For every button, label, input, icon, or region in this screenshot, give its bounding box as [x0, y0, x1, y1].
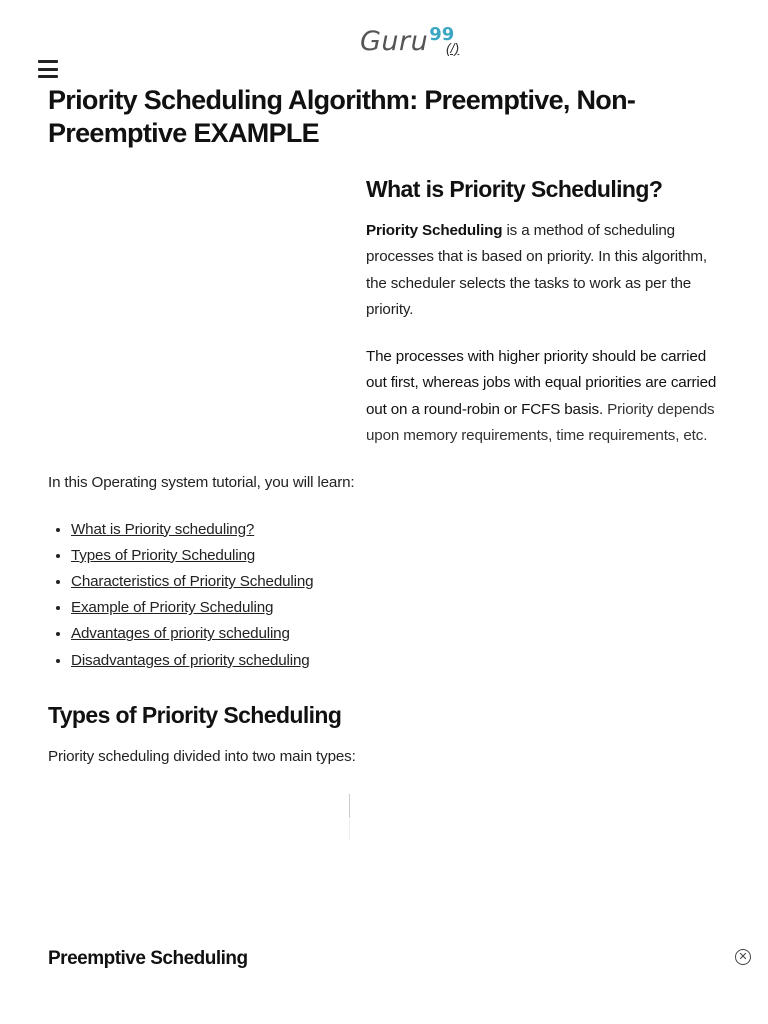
table-of-contents: [48, 517, 720, 674]
divider: [349, 794, 350, 818]
what-is-heading: What is Priority Scheduling?: [366, 176, 663, 202]
preemptive-heading: Preemptive Scheduling: [48, 948, 248, 969]
toc-link-characteristics[interactable]: Characteristics of Priority Scheduling: [71, 573, 314, 591]
intro-bold-term: Priority Scheduling: [366, 222, 503, 239]
menu-bar: [38, 60, 58, 63]
learn-intro: In this Operating system tutorial, you will learn:: [48, 474, 355, 492]
toc-link-what-is[interactable]: What is Priority scheduling?: [71, 520, 255, 538]
toc-link-types[interactable]: Types of Priority Scheduling: [71, 546, 256, 564]
toc-item: [71, 517, 720, 543]
toc-item: [71, 543, 720, 569]
toc-item: [71, 621, 720, 647]
toc-link-advantages[interactable]: Advantages of priority scheduling: [71, 625, 290, 643]
intro-text: is a method of scheduling processes that is based on priority. In this algorithm, the scheduler selects the tasks to work as per the priority.: [366, 222, 707, 318]
toc-link-disadvantages[interactable]: Disadvantages of priority scheduling: [71, 651, 310, 669]
toc-link-example[interactable]: Example of Priority Scheduling: [71, 599, 274, 617]
priority-tail-text: Priority depends upon memory requirements, time requirements, etc.: [366, 400, 715, 445]
close-circle-icon[interactable]: ✕: [735, 949, 751, 965]
logo-number: 99: [429, 24, 455, 45]
ad-placeholder: [48, 176, 366, 446]
menu-bar: [38, 68, 58, 71]
toc-item: [71, 595, 720, 621]
toc-item: [71, 569, 720, 595]
priority-main-text: The processes with higher priority should be carried out first, whereas jobs with equal priorities are carried out on a round-robin or FCFS basis.: [366, 348, 717, 418]
hamburger-menu-icon[interactable]: [38, 60, 58, 78]
site-logo[interactable]: [360, 26, 454, 57]
home-link[interactable]: (/): [446, 40, 460, 56]
types-intro: Priority scheduling divided into two main types:: [48, 747, 356, 765]
menu-bar: [38, 75, 58, 78]
logo-word: Guru: [360, 26, 429, 57]
toc-item: [71, 648, 720, 674]
types-heading: Types of Priority Scheduling: [48, 701, 342, 728]
ad-placeholder: [48, 770, 720, 900]
article-content: [48, 84, 720, 900]
divider: [349, 820, 350, 840]
page-title: Priority Scheduling Algorithm: Preemptive, Non-Preemptive EXAMPLE: [48, 85, 636, 148]
